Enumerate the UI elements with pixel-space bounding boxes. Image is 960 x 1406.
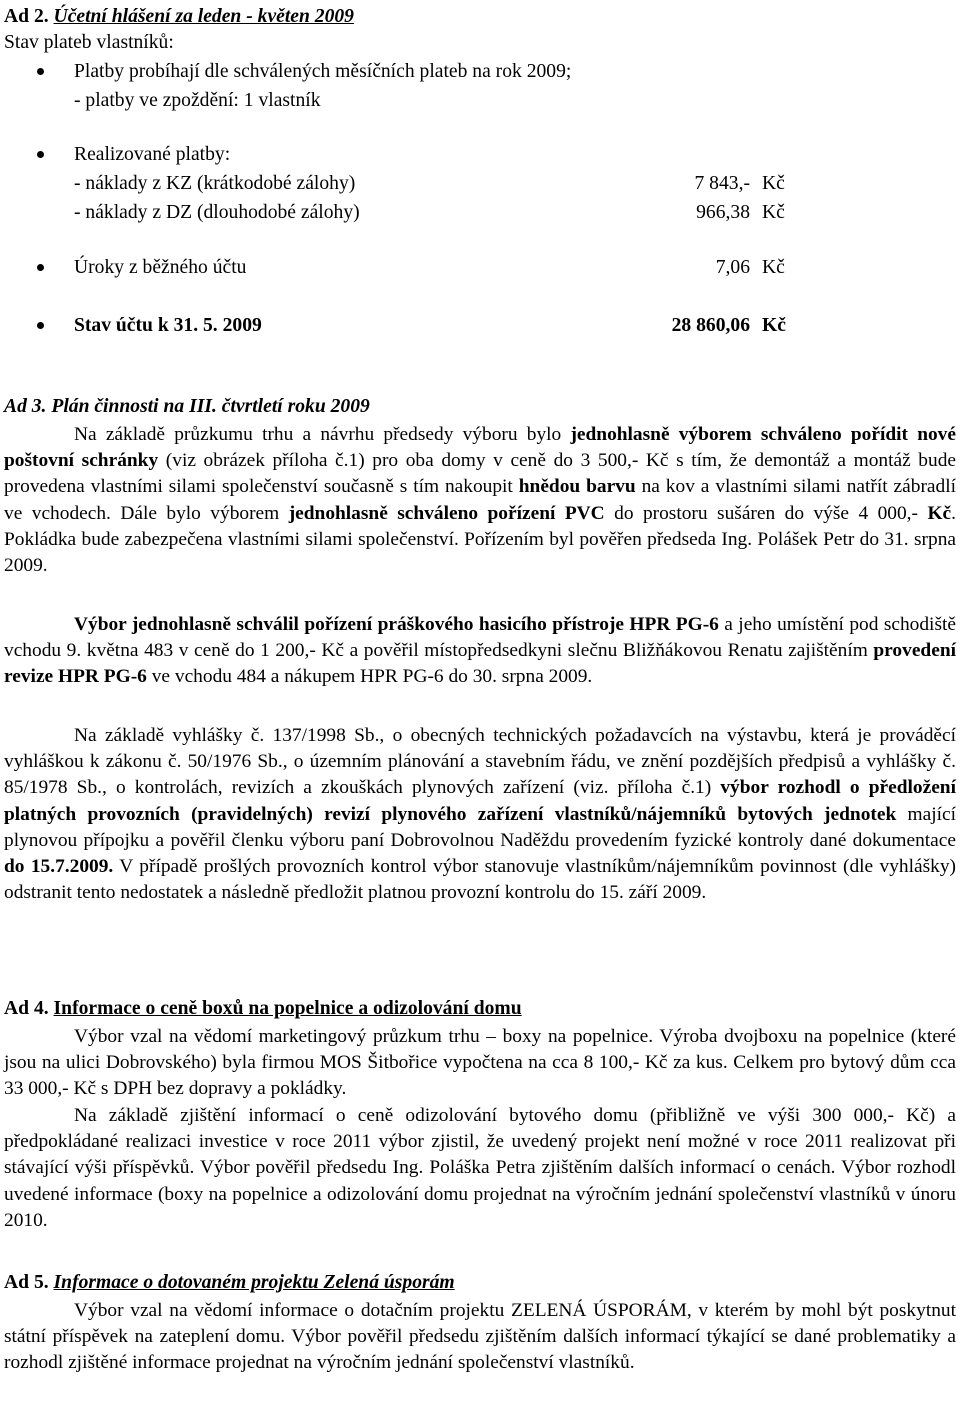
- ad2-uroky-label: Úroky z běžného účtu: [74, 257, 247, 278]
- ad3-p1-text: Na základě průzkumu trhu a návrhu předsedy výboru bylo: [74, 424, 571, 445]
- ad3-p1-barva: hnědou barvu: [518, 476, 636, 498]
- ad2-platby-line: Platby probíhají dle schválených měsíčních plateb na rok 2009;: [74, 61, 572, 82]
- ad3-paragraph-2: [4, 612, 956, 691]
- ad4-heading-prefix: Ad 4.: [4, 998, 54, 1019]
- ad4-heading: [4, 996, 522, 1022]
- ad3-p3-text: mající plynovou přípojku a pověřil členku výboru paní Dobrovolnou Naděždu provedením fyzické kontroly dané dokumentace: [4, 803, 956, 851]
- ad2-item-dz-currency: Kč: [762, 202, 785, 223]
- ad3-p1-kc: Kč: [927, 502, 952, 524]
- ad3-p3-text: V případě prošlých provozních kontrol výbor stanovuje vlastníkům/nájemníkům povinnost (dle vyhlášky) odstranit tento nedostatek a následně předložit platnou provozní kontrolu do 15. září 2009.: [4, 856, 956, 904]
- ad2-stav-label: Stav účtu k 31. 5. 2009: [74, 315, 262, 336]
- ad3-p1-text: (viz obrázek příloha č.1) pro oba domy v ceně do 3 500,- Kč s tím, že demontáž a montáž bude provedena vlastními silami společenství současně s tím nakoupit: [4, 450, 956, 498]
- ad3-p1-text: . Pokládka bude zabezpečena vlastními silami společenství. Pořízením byl pověřen předseda Ing. Polášek Petr do 31. srpna 2009.: [4, 502, 956, 577]
- ad2-uroky-currency: Kč: [762, 257, 785, 278]
- bullet-icon: [37, 322, 44, 329]
- ad3-heading: Ad 3. Plán činnosti na III. čtvrtletí roku 2009: [4, 396, 370, 417]
- ad5-heading: [4, 1270, 455, 1296]
- ad3-p1-pvc: jednohlasně schváleno pořízení PVC: [288, 502, 605, 524]
- ad2-heading-prefix: Ad 2.: [4, 6, 54, 27]
- ad2-realizovane: Realizované platby:: [74, 144, 231, 165]
- bullet-icon: [37, 151, 44, 158]
- ad3-paragraph-3: [4, 723, 956, 906]
- ad3-paragraph-1: [4, 422, 956, 579]
- bullet-icon: [37, 264, 44, 271]
- ad3-p3-text: Na základě vyhlášky č. 137/1998 Sb., o obecných technických požadavcích na výstavbu, která je prováděcí vyhláškou k zákonu č. 50/1976 Sb., o územním plánování a stavebním řádu, ve znění pozdějších předpisů a vyhlášky č. 85/1978 Sb., o kontrolách, revizích a zkouškách plynových zařízení (viz. příloha č.1): [4, 725, 956, 799]
- ad4-heading-title: Informace o ceně boxů na popelnice a odizolování domu: [53, 998, 522, 1019]
- ad5-heading-title: Informace o dotovaném projektu Zelená úsporám: [53, 1272, 455, 1293]
- ad2-heading: [4, 4, 354, 30]
- ad3-p3-termin: do 15.7.2009.: [4, 856, 114, 878]
- ad3-p1-text: na kov a vlastními silami natřít zábradlí ve vchodech. Dále bylo výborem: [4, 476, 956, 524]
- ad5-paragraph-1: Výbor vzal na vědomí informace o dotačním projektu ZELENÁ ÚSPORÁM, v kterém by mohl být poskytnut státní příspěvek na zateplení domu. Výbor pověřil předsedu zjištěním dalších informací týkající se dané problematiky a rozhodl zjištěné informace projednat na výročním jednání společenství vlastníků.: [4, 1300, 956, 1374]
- ad4-paragraph-2: Na základě zjištění informací o ceně odizolování bytového domu (přibližně ve výši 300 000,- Kč) a předpokládané realizaci investice v roce 2011 výbor zjistil, že uvedený projekt není možné v roce 2011 realizovat při stávající výši příspěvků. Výbor pověřil předsedu Ing. Poláška Petra zjištěním dalších informací o cenách. Výbor rozhodl uvedené informace (boxy na popelnice a odizolování domu projednat na výročním jednání společenství vlastníků v únoru 2010.: [4, 1105, 956, 1231]
- ad3-p3-revize-plyn: výbor rozhodl o předložení platných provozních (pravidelných) revizí plynového zařízení vlastníků/nájemníků bytových jednotek: [4, 777, 956, 825]
- ad4-paragraph-1: Výbor vzal na vědomí marketingový průzkum trhu – boxy na popelnice. Výroba dvojboxu na popelnice (které jsou na ulici Dobrovského) byla firmou MOS Šitbořice vypočtena na cca 8 100,- Kč za kus. Celkem pro bytový dům cca 33 000,- Kč s DPH bez dopravy a pokládky.: [4, 1026, 956, 1100]
- ad3-p1-schranky: jednohlasně výborem schváleno pořídit nové poštovní schránky: [4, 424, 956, 472]
- ad2-stav-currency: Kč: [762, 315, 786, 336]
- ad2-stav-amount: 28 860,06: [671, 315, 750, 336]
- ad3-p2-revize: provedení revize HPR PG-6: [4, 640, 956, 688]
- ad3-p2-text: ve vchodu 484 a nákupem HPR PG-6 do 30. srpna 2009.: [146, 666, 593, 688]
- ad2-heading-title: Účetní hlášení za leden - květen 2009: [53, 6, 354, 27]
- ad2-zpozdeni-line: - platby ve zpoždění: 1 vlastník: [74, 90, 321, 111]
- ad5-heading-prefix: Ad 5.: [4, 1272, 54, 1293]
- ad2-item-kz-amount: 7 843,-: [694, 173, 750, 194]
- ad3-p2-hasici-pristroj: Výbor jednohlasně schválil pořízení práškového hasicího přístroje HPR PG-6: [74, 614, 719, 635]
- ad2-item-kz-label: - náklady z KZ (krátkodobé zálohy): [74, 173, 356, 194]
- ad2-uroky-amount: 7,06: [715, 257, 750, 278]
- ad3-p2-text: a jeho umístění pod schodiště vchodu 9. května 483 v ceně do 1 200,- Kč a pověřil místopředsedkyni slečnu Bližňákovou Renatu zajištěním: [4, 614, 956, 662]
- ad2-item-dz-amount: 966,38: [696, 202, 750, 223]
- ad3-p1-text: do prostoru sušáren do výše 4 000,-: [604, 502, 928, 524]
- ad2-item-dz-label: - náklady z DZ (dlouhodobé zálohy): [74, 202, 360, 223]
- bullet-icon: [37, 68, 44, 75]
- ad2-stav-plateb: Stav plateb vlastníků:: [4, 32, 174, 53]
- ad2-item-kz-currency: Kč: [762, 173, 785, 194]
